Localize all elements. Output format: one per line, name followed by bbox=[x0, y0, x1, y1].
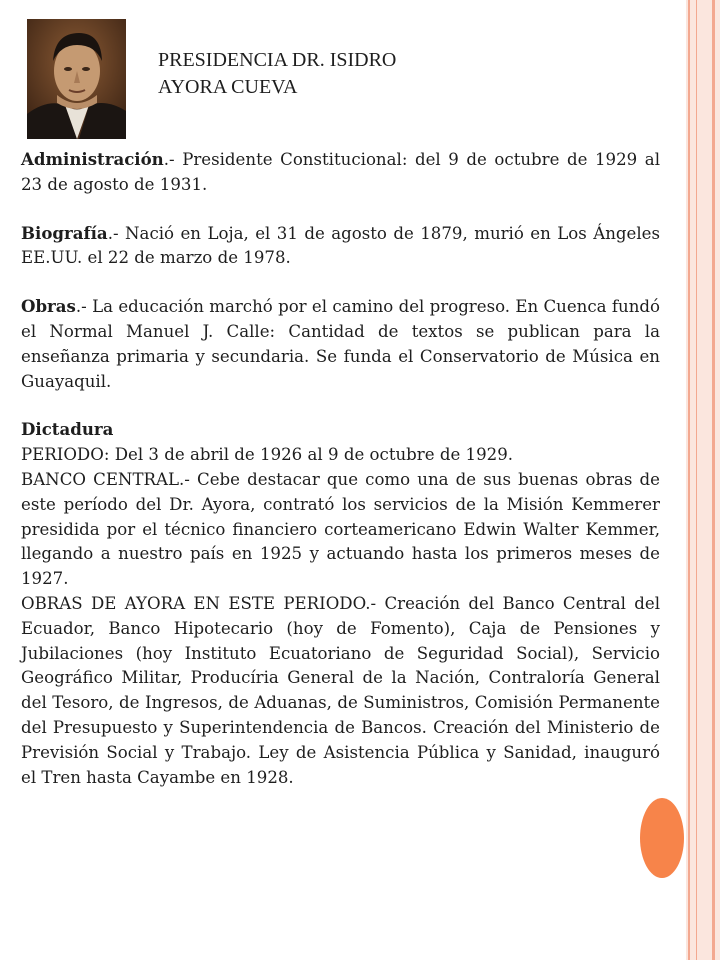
border-line bbox=[688, 0, 690, 960]
page-title bbox=[158, 47, 396, 101]
biografia-paragraph bbox=[21, 221, 660, 272]
border-line bbox=[696, 0, 697, 960]
title-line-1: PRESIDENCIA DR. ISIDRO bbox=[158, 49, 397, 71]
decorative-oval bbox=[640, 798, 684, 878]
administracion-paragraph bbox=[21, 147, 660, 198]
border-line bbox=[712, 0, 715, 960]
banco-central-label: BANCO CENTRAL.- bbox=[21, 469, 190, 489]
biografia-text: .- Nació en Loja, el 31 de agosto de 1879, murió en Los Ángeles EE.UU. el 22 de marzo de 1978. bbox=[21, 223, 660, 268]
banco-central-paragraph bbox=[21, 468, 660, 592]
obras-periodo-label: OBRAS DE AYORA EN ESTE PERIODO.- bbox=[21, 593, 377, 613]
biografia-label: Biografía bbox=[21, 222, 108, 243]
obras-text: .- La educación marchó por el camino del progreso. En Cuenca fundó el Normal Manuel J. Calle: Cantidad de textos se publican para la enseñanza primaria y secundaria. Se funda el Conservatorio de Música en Guayaquil. bbox=[21, 297, 660, 391]
obras-periodo-text: Creación del Banco Central del Ecuador, Banco Hipotecario (hoy de Fomento), Caja de Pensiones y Jubilaciones (hoy Instituto Ecuatoriano de Seguridad Social), Servicio Geográfico Militar, Producíria General de la Nación, Contraloría General del Tesoro, de Ingresos, de Aduanas, de Suministros, Comisión Permanente del Presupuesto y Superintendencia de Bancos. Creación del Ministerio de Previsión Social y Trabajo. Ley de Asistencia Pública y Sanidad, inauguró el Tren hasta Cayambe en 1928. bbox=[21, 593, 660, 787]
administracion-label: Administración bbox=[21, 149, 164, 169]
dictadura-heading: Dictadura bbox=[21, 419, 114, 440]
content-body bbox=[21, 147, 660, 790]
obras-paragraph bbox=[21, 294, 660, 394]
obras-label: Obras bbox=[21, 296, 76, 317]
title-line-2: AYORA CUEVA bbox=[158, 76, 298, 98]
administracion-text: .- Presidente Constitucional: del 9 de octubre de 1929 al 23 de agosto de 1931. bbox=[21, 150, 660, 194]
dictadura-periodo: PERIODO: Del 3 de abril de 1926 al 9 de octubre de 1929. bbox=[21, 445, 514, 465]
portrait-image bbox=[27, 19, 126, 139]
banco-central-text: Cebe destacar que como una de sus buenas obras de este período del Dr. Ayora, contrató los servicios de la Misión Kemmerer presidida por el técnico financiero corteamericano Edwin Walter Kemmer, llegando a nuestro país en 1925 y actuando hasta los primeros meses de 1927. bbox=[21, 469, 660, 589]
obras-periodo-paragraph bbox=[21, 592, 660, 790]
